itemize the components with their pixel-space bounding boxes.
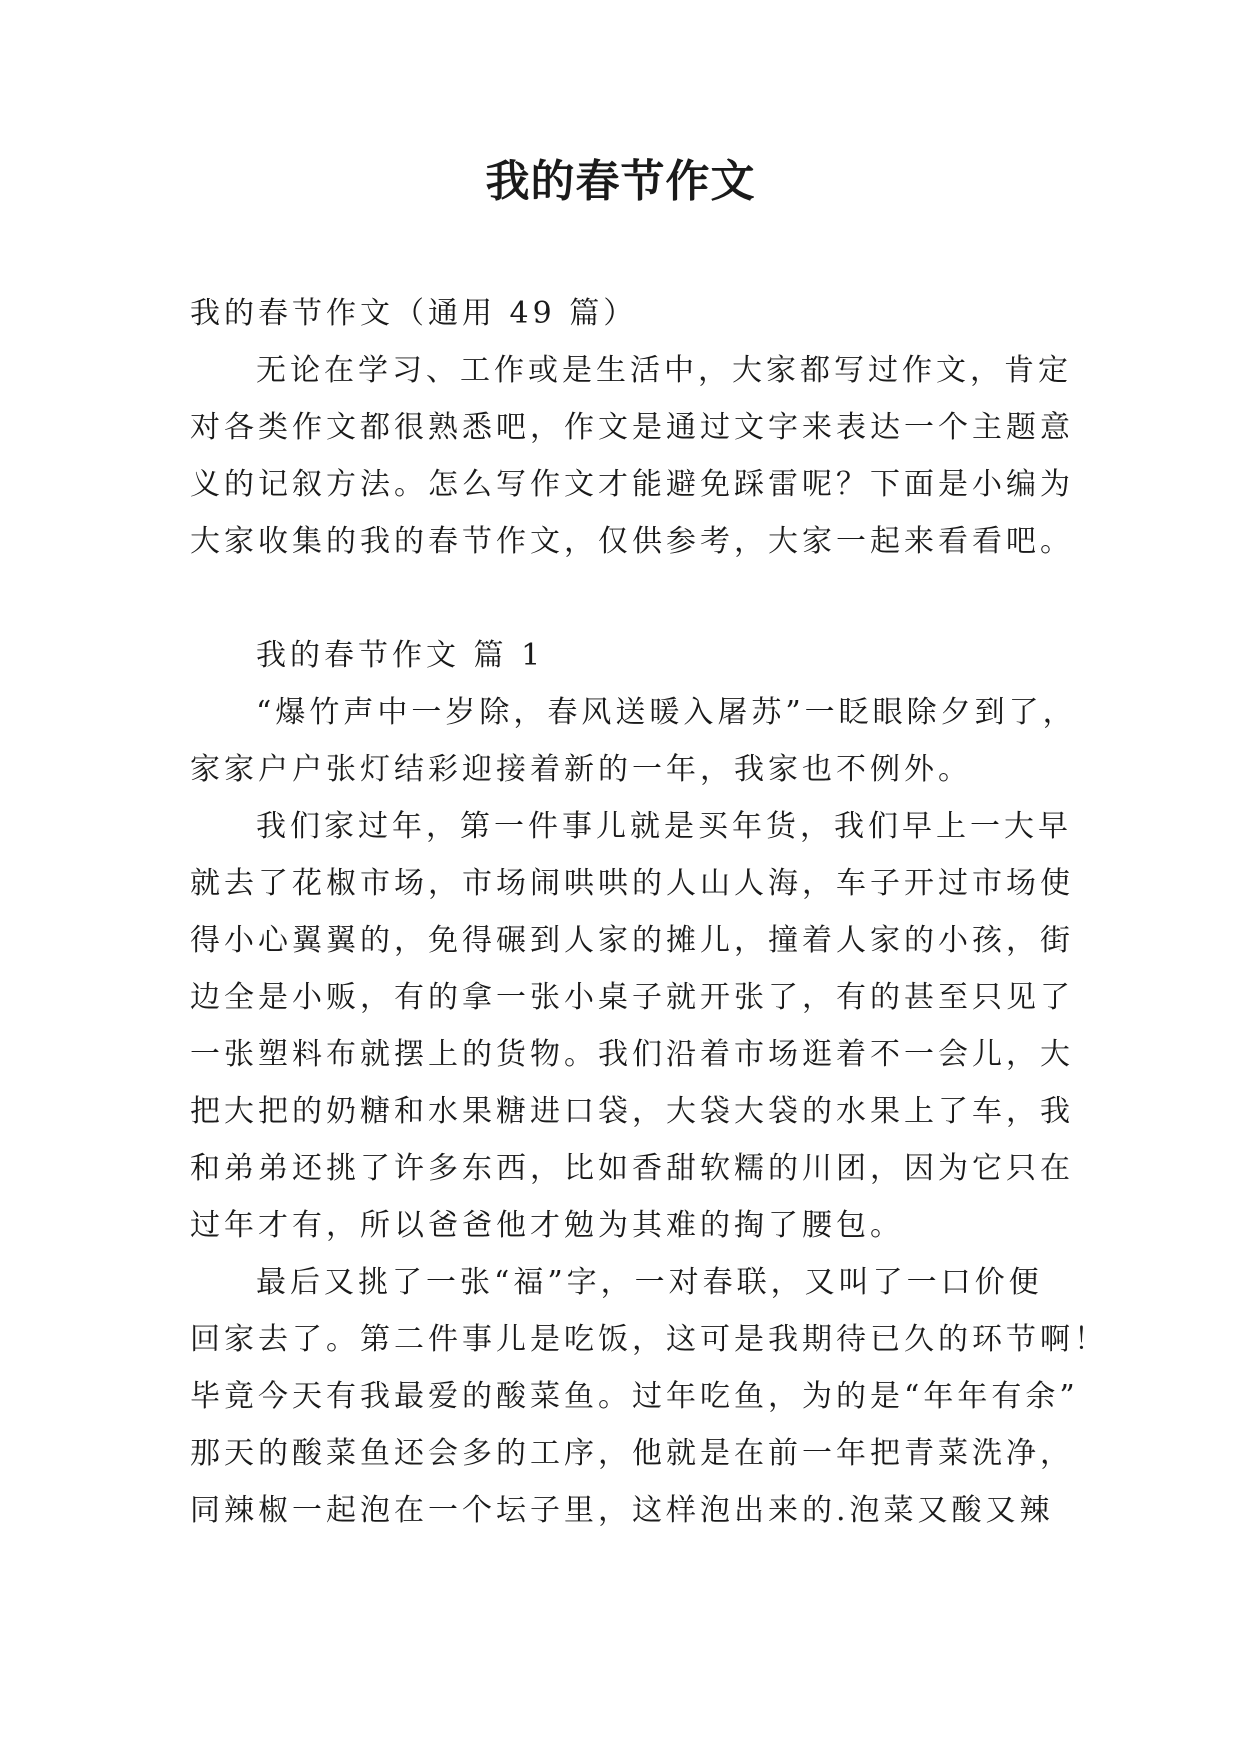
paragraph-line: 和弟弟还挑了许多东西，比如香甜软糯的川团，因为它只在	[190, 1151, 1074, 1186]
paragraph-line: 同辣椒一起泡在一个坛子里，这样泡出来的.泡菜又酸又辣	[190, 1493, 1054, 1528]
document-body	[190, 285, 1108, 1539]
paragraph-line: 毕竟今天有我最爱的酸菜鱼。过年吃鱼，为的是“年年有余”	[190, 1379, 1079, 1414]
paragraph-line: 那天的酸菜鱼还会多的工序，他就是在前一年把青菜洗净，	[190, 1436, 1074, 1471]
paragraph-line: 边全是小贩，有的拿一张小桌子就开张了，有的甚至只见了	[190, 980, 1074, 1015]
intro-line: 对各类作文都很熟悉吧，作文是通过文字来表达一个主题意	[190, 410, 1074, 445]
document-title: 我的春节作文	[485, 156, 756, 207]
paragraph-3	[190, 1254, 1108, 1539]
paragraph-line: 一张塑料布就摆上的货物。我们沿着市场逛着不一会儿，大	[190, 1037, 1074, 1072]
paragraph-line: 家家户户张灯结彩迎接着新的一年，我家也不例外。	[190, 752, 972, 787]
paragraph-line: 我们家过年，第一件事儿就是买年货，我们早上一大早	[256, 809, 1072, 844]
paragraph-2	[190, 798, 1074, 1254]
paragraph-line: 就去了花椒市场，市场闹哄哄的人山人海，车子开过市场使	[190, 866, 1074, 901]
paragraph-spacer	[190, 570, 1052, 627]
paragraph-1	[190, 684, 1077, 798]
intro-paragraph	[190, 342, 1074, 570]
paragraph-line: 得小心翼翼的，免得碾到人家的摊儿，撞着人家的小孩，街	[190, 923, 1074, 958]
paragraph-line: 最后又挑了一张“福”字，一对春联，又叫了一口价便	[256, 1265, 1043, 1300]
paragraph-line: 回家去了。第二件事儿是吃饭，这可是我期待已久的环节啊！	[190, 1322, 1108, 1357]
paragraph-line: 过年才有，所以爸爸他才勉为其难的掏了腰包。	[190, 1208, 904, 1243]
document-subtitle: 我的春节作文（通用 49 篇）	[190, 296, 638, 331]
paragraph-line: 把大把的奶糖和水果糖进口袋，大袋大袋的水果上了车，我	[190, 1094, 1074, 1129]
intro-line: 无论在学习、工作或是生活中，大家都写过作文，肯定	[256, 353, 1072, 388]
section-heading: 我的春节作文 篇 1	[256, 638, 545, 673]
intro-line: 义的记叙方法。怎么写作文才能避免踩雷呢？下面是小编为	[190, 467, 1074, 502]
paragraph-line: “爆竹声中一岁除，春风送暖入屠苏”一眨眼除夕到了，	[256, 695, 1077, 730]
intro-line: 大家收集的我的春节作文，仅供参考，大家一起来看看吧。	[190, 524, 1074, 559]
